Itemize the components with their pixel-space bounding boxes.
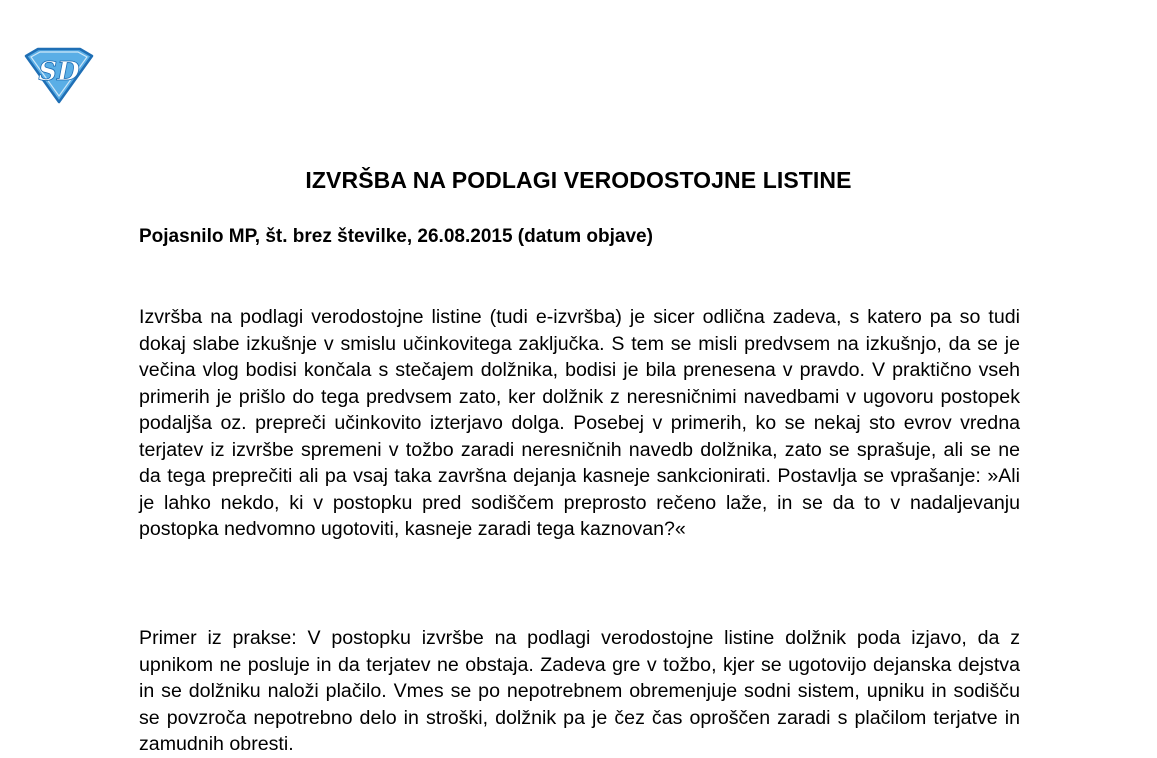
body-paragraph: Primer iz prakse: V postopku izvršbe na podlagi verodostojne listine dolžnik poda izjavo, da z upnikom ne posluje in da terjatev ne obstaja. Zadeva gre v tožbo, kjer se ugotovijo dejanska dejstva in se dolžniku naloži plačilo. Vmes se po nepotrebnem obremenjuje sodni sistem, upniku in sodišču se povzroča nepotrebno delo in stroški, dolžnik pa je čez čas oproščen zaradi s plačilom terjatve in zamudnih obresti. xyxy=(139,627,1020,755)
logo-letters: SD xyxy=(38,57,80,87)
body-paragraph: Izvršba na podlagi verodostojne listine (tudi e-izvršba) je sicer odlična zadeva, s katero pa so tudi dokaj slabe izkušnje v smislu učinkovitega zaključka. S tem se misli predvsem na izkušnjo, da se je večina vlog bodisi končala s stečajem dolžnika, bodisi je bila prenesena v pravdo. V praktično vseh primerih je prišlo do tega predvsem zato, ker dolžnik z neresničnimi navedbami v ugovoru postopek podaljša oz. prepreči učinkovito izterjavo dolga. Posebej v primerih, ko se nekaj sto evrov vredna terjatev iz izvršbe spremeni v tožbo zaradi neresničnih navedb dolžnika, zato se sprašuje, ali se ne da tega preprečiti ali pa vsaj taka završna dejanja kasneje sankcionirati. Postavlja se vprašanje: »Ali je lahko nekdo, ki v postopku pred sodiščem preprosto rečeno laže, in se da to v nadaljevanju postopka nedvomno ugotoviti, kasneje zaradi tega kaznovan?« xyxy=(139,306,1020,540)
document-subtitle: Pojasnilo MP, št. brez številke, 26.08.2015 (datum objave) xyxy=(139,226,653,247)
sd-shield-logo-icon xyxy=(22,46,96,104)
document-title: IZVRŠBA NA PODLAGI VERODOSTOJNE LISTINE xyxy=(305,167,852,193)
